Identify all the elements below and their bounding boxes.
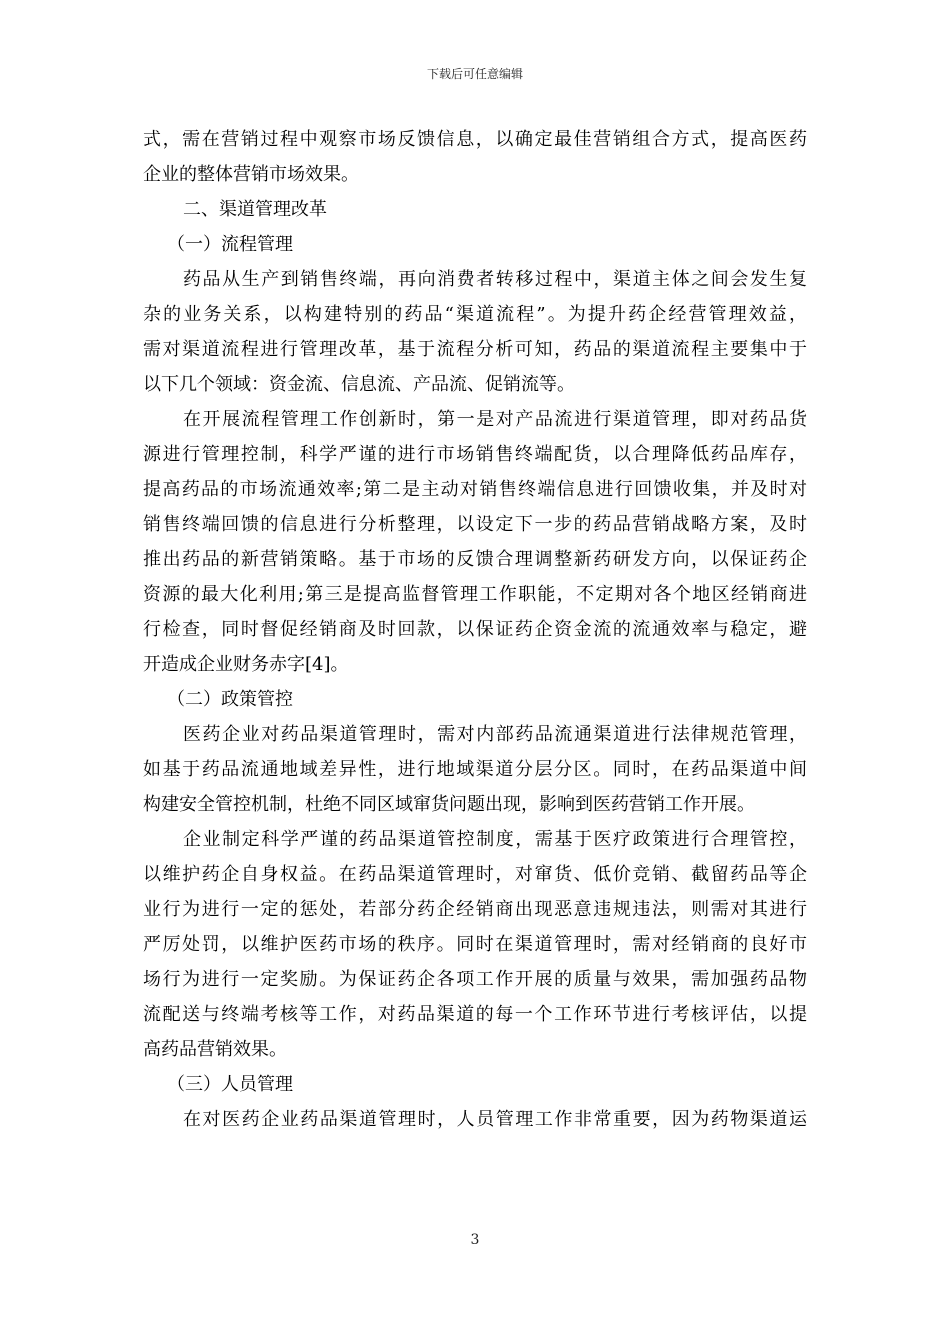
subsection-heading: （三）人员管理 — [167, 1074, 293, 1095]
body-line: 销售终端回馈的信息进行分析整理，以设定下一步的药品营销战略方案，及时 — [143, 514, 807, 535]
paragraph-first-line: 药品从生产到销售终端，再向消费者转移过程中，渠道主体之间会发生复 — [183, 269, 807, 290]
body-line: 源进行管理控制，科学严谨的进行市场销售终端配货，以合理降低药品库存， — [143, 444, 807, 465]
body-line: 式，需在营销过程中观察市场反馈信息，以确定最佳营销组合方式，提高医药 — [143, 129, 807, 150]
subsection-heading: （一）流程管理 — [167, 234, 293, 255]
page-number: 3 — [470, 1232, 480, 1248]
body-line: 提高药品的市场流通效率;第二是主动对销售终端信息进行回馈收集，并及时对 — [143, 479, 807, 500]
header-note: 下载后可任意编辑 — [426, 67, 523, 81]
body-line: 业行为进行一定的惩处，若部分药企经销商出现恶意违规违法，则需对其进行 — [143, 899, 807, 920]
body-line: 开造成企业财务赤字[4]。 — [143, 654, 349, 675]
body-line: 企业的整体营销市场效果。 — [143, 164, 359, 185]
body-line: 资源的最大化利用;第三是提高监督管理工作职能，不定期对各个地区经销商进 — [143, 584, 807, 605]
body-line: 构建安全管控机制，杜绝不同区域窜货问题出现，影响到医药营销工作开展。 — [143, 794, 755, 815]
paragraph-first-line: 在对医药企业药品渠道管理时，人员管理工作非常重要，因为药物渠道运 — [183, 1109, 807, 1130]
body-line: 以下几个领域：资金流、信息流、产品流、促销流等。 — [143, 374, 575, 395]
body-line: 场行为进行一定奖励。为保证药企各项工作开展的质量与效果，需加强药品物 — [143, 969, 807, 990]
body-line: 推出药品的新营销策略。基于市场的反馈合理调整新药研发方向，以保证药企 — [143, 549, 807, 570]
document-body — [143, 122, 807, 1137]
body-line: 行检查，同时督促经销商及时回款，以保证药企资金流的流通效率与稳定，避 — [143, 619, 807, 640]
body-line: 需对渠道流程进行管理改革，基于流程分析可知，药品的渠道流程主要集中于 — [143, 339, 807, 360]
paragraph-first-line: 在开展流程管理工作创新时，第一是对产品流进行渠道管理，即对药品货 — [183, 409, 807, 430]
section-heading: 二、渠道管理改革 — [183, 199, 327, 220]
paragraph-first-line: 医药企业对药品渠道管理时，需对内部药品流通渠道进行法律规范管理， — [183, 724, 807, 745]
body-line: 高药品营销效果。 — [143, 1039, 287, 1060]
paragraph-first-line: 企业制定科学严谨的药品渠道管控制度，需基于医疗政策进行合理管控， — [183, 829, 807, 850]
subsection-heading: （二）政策管控 — [167, 689, 293, 710]
body-line: 流配送与终端考核等工作，对药品渠道的每一个工作环节进行考核评估，以提 — [143, 1004, 807, 1025]
body-line: 杂的业务关系，以构建特别的药品“渠道流程”。为提升药企经营管理效益， — [143, 304, 807, 325]
body-line: 以维护药企自身权益。在药品渠道管理时，对窜货、低价竞销、截留药品等企 — [143, 864, 807, 885]
body-line: 如基于药品流通地域差异性，进行地域渠道分层分区。同时，在药品渠道中间 — [143, 759, 807, 780]
body-line: 严厉处罚，以维护医药市场的秩序。同时在渠道管理时，需对经销商的良好市 — [143, 934, 807, 955]
